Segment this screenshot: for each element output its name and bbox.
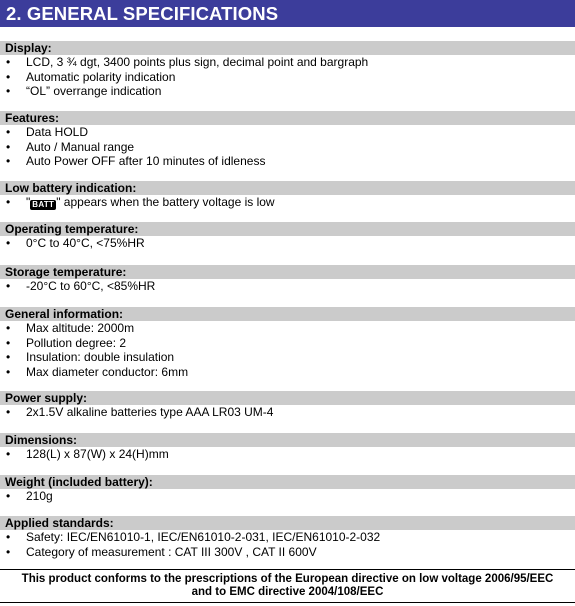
section-heading: General information: bbox=[0, 307, 575, 321]
list-item: • Automatic polarity indication bbox=[6, 69, 176, 84]
section-storage-temperature bbox=[0, 265, 575, 294]
section-heading: Power supply: bbox=[0, 391, 575, 405]
section-power-supply bbox=[0, 391, 575, 420]
section-features bbox=[0, 111, 575, 169]
list-item: • Max altitude: 2000m bbox=[6, 321, 135, 335]
page-title: 2. GENERAL SPECIFICATIONS bbox=[6, 3, 279, 24]
list-item: • -20°C to 60°C, <85%HR bbox=[6, 279, 156, 293]
list-item: • LCD, 3 ¾ dgt, 3400 points plus sign, decimal point and bargraph bbox=[6, 55, 369, 69]
bullet-icon: • bbox=[6, 335, 11, 350]
section-weight bbox=[0, 475, 575, 504]
section-display bbox=[0, 41, 575, 99]
list-item: • Auto Power OFF after 10 minutes of idleness bbox=[6, 154, 266, 168]
list-item: • 128(L) x 87(W) x 24(H)mm bbox=[6, 447, 169, 461]
bullet-icon: • bbox=[6, 405, 11, 419]
section-heading: Dimensions: bbox=[0, 433, 575, 447]
list-item: • Data HOLD bbox=[6, 125, 89, 139]
bullet-icon: • bbox=[6, 321, 11, 335]
section-low-battery bbox=[0, 181, 575, 210]
bullet-icon: • bbox=[6, 154, 11, 168]
bullet-icon: • bbox=[6, 447, 11, 461]
battery-icon: BATT bbox=[32, 200, 55, 209]
list-item: • Auto / Manual range bbox=[6, 139, 135, 154]
list-item: • 0°C to 40°C, <75%HR bbox=[6, 236, 145, 250]
bullet-icon: • bbox=[6, 236, 11, 250]
section-heading: Operating temperature: bbox=[0, 222, 575, 236]
footer-divider-bottom bbox=[0, 602, 575, 603]
bullet-icon: • bbox=[6, 139, 11, 154]
compliance-line-1: This product conforms to the prescriptions of the European directive on low voltage 2006/95/EEC bbox=[21, 573, 554, 585]
bullet-icon: • bbox=[6, 55, 11, 69]
section-heading: Weight (included battery): bbox=[0, 475, 575, 489]
bullet-icon: • bbox=[6, 84, 11, 98]
list-item: • Safety: IEC/EN61010-1, IEC/EN61010-2-031, IEC/EN61010-2-032 bbox=[6, 530, 381, 544]
bullet-icon: • bbox=[6, 125, 11, 139]
bullet-icon: • bbox=[6, 544, 11, 559]
compliance-line-2: and to EMC directive 2004/108/EEC bbox=[191, 586, 384, 598]
section-heading: Features: bbox=[0, 111, 575, 125]
bullet-icon: • bbox=[6, 195, 11, 209]
section-heading: Applied standards: bbox=[0, 516, 575, 530]
section-applied-standards bbox=[0, 516, 575, 559]
bullet-icon: • bbox=[6, 69, 11, 84]
bullet-icon: • bbox=[6, 364, 11, 379]
list-item: • Max diameter conductor: 6mm bbox=[6, 364, 189, 379]
list-item: • Insulation: double insulation bbox=[6, 350, 175, 364]
bullet-icon: • bbox=[6, 350, 11, 364]
compliance-note bbox=[0, 573, 575, 599]
section-heading: Low battery indication: bbox=[0, 181, 575, 195]
list-item: • 2x1.5V alkaline batteries type AAA LR03 UM-4 bbox=[6, 405, 274, 419]
section-heading: Display: bbox=[0, 41, 575, 55]
list-item: • “OL” overrange indication bbox=[6, 84, 162, 98]
list-item: • Pollution degree: 2 bbox=[6, 335, 127, 350]
footer-divider-top bbox=[0, 569, 575, 570]
bullet-icon: • bbox=[6, 489, 11, 503]
bullet-icon: • bbox=[6, 530, 11, 544]
section-operating-temperature bbox=[0, 222, 575, 251]
list-item: • Category of measurement : CAT III 300V , CAT II 600V bbox=[6, 544, 317, 559]
section-general-information bbox=[0, 307, 575, 379]
section-heading: Storage temperature: bbox=[0, 265, 575, 279]
title-bar bbox=[0, 0, 575, 27]
list-item: • " BATT " appears when the battery voltage is low bbox=[6, 195, 275, 209]
section-dimensions bbox=[0, 433, 575, 462]
bullet-icon: • bbox=[6, 279, 11, 293]
list-item: • 210g bbox=[6, 489, 53, 503]
